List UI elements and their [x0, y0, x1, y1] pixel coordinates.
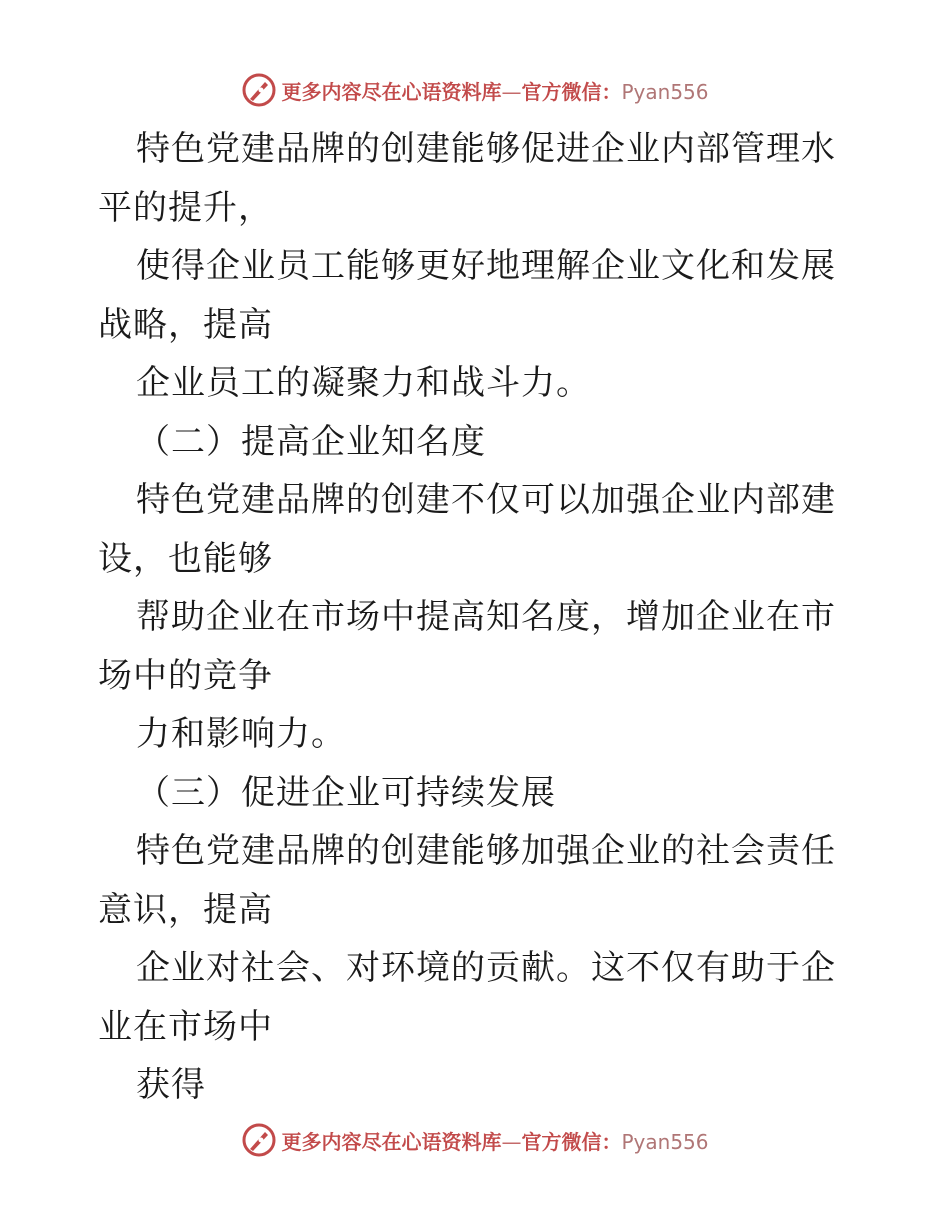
- paragraph: 特色党建品牌的创建能够加强企业的社会责任意识，提高: [98, 831, 836, 930]
- paragraph: 特色党建品牌的创建不仅可以加强企业内部建设，也能够: [98, 480, 836, 579]
- banner-wechat-id: Pyan556: [621, 1129, 709, 1154]
- banner-separator: —: [501, 79, 522, 104]
- pen-nib-logo-icon: [241, 72, 277, 108]
- banner-wechat-label: 官方微信：: [521, 79, 622, 104]
- document-body: [98, 120, 858, 1115]
- paragraph: 特色党建品牌的创建能够促进企业内部管理水平的提升，: [98, 129, 836, 228]
- banner-wechat-id: Pyan556: [621, 79, 709, 104]
- banner-separator: —: [501, 1129, 522, 1154]
- banner-text: [281, 76, 708, 105]
- paragraph: 企业对社会、对环境的贡献。这不仅有助于企业在市场中: [98, 948, 836, 1047]
- paragraph: 使得企业员工能够更好地理解企业文化和发展战略，提高: [98, 246, 836, 345]
- paragraph: 企业员工的凝聚力和战斗力。: [136, 363, 591, 403]
- header-watermark-banner: [0, 70, 950, 110]
- section-heading: （三）促进企业可持续发展: [136, 772, 556, 813]
- banner-text: [281, 1126, 708, 1155]
- paragraph: 帮助企业在市场中提高知名度，增加企业在市场中的竞争: [98, 597, 836, 696]
- section-heading: （二）提高企业知名度: [136, 421, 486, 462]
- banner-site-text: 更多内容尽在心语资料库: [281, 1129, 502, 1154]
- paragraph: 获得: [136, 1065, 206, 1105]
- pen-nib-logo-icon: [241, 1122, 277, 1158]
- footer-watermark-banner: [0, 1120, 950, 1160]
- banner-wechat-label: 官方微信：: [521, 1129, 622, 1154]
- paragraph: 力和影响力。: [136, 714, 346, 754]
- banner-site-text: 更多内容尽在心语资料库: [281, 79, 502, 104]
